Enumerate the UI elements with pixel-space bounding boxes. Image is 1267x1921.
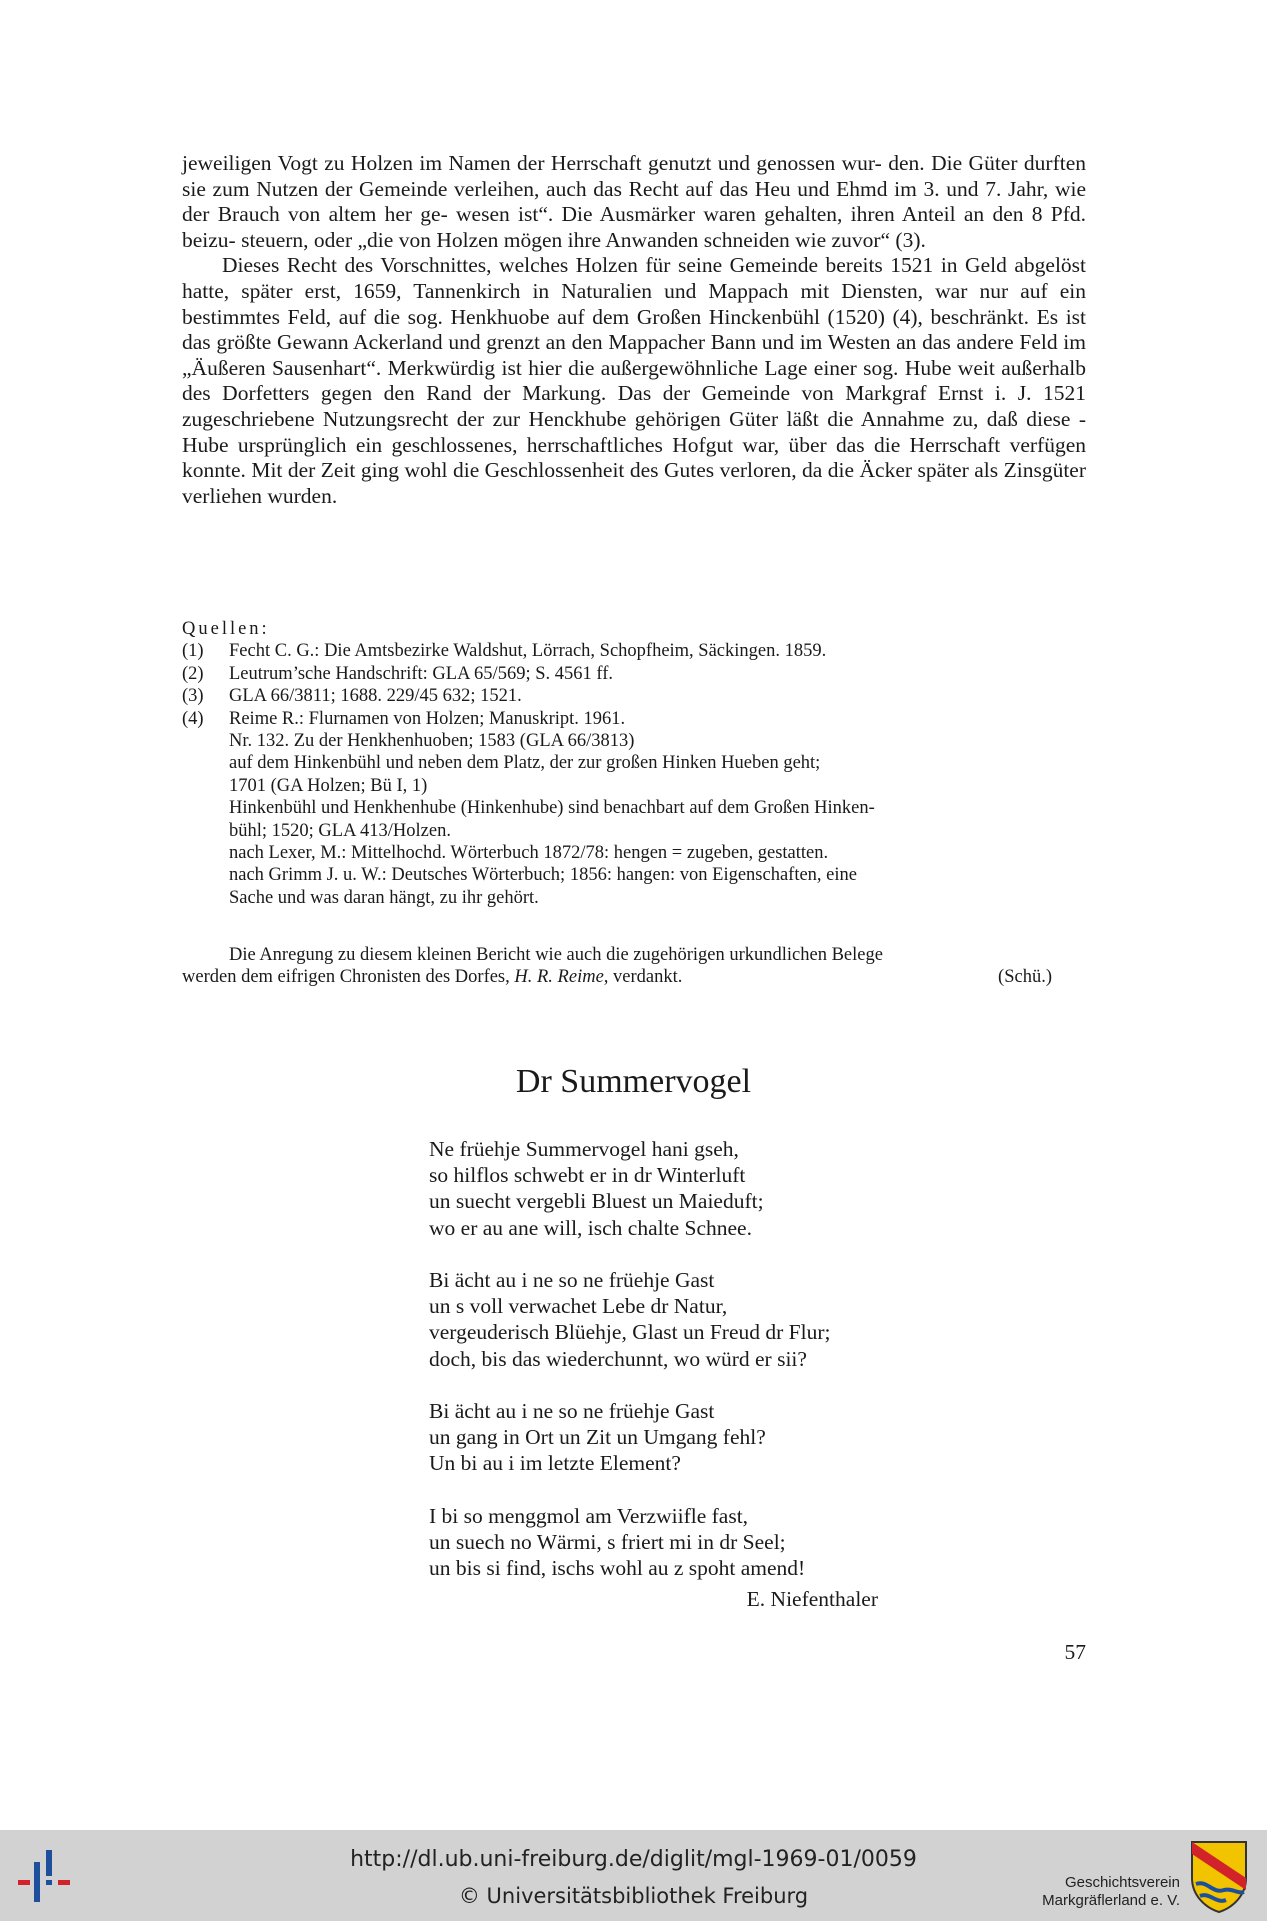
poem-verse: un gang in Ort un Zit un Umgang fehl?: [429, 1425, 766, 1450]
coat-of-arms-icon: [1188, 1838, 1250, 1914]
text-line: auf das Heu und Ehmd im 3. und 7. Jahr, wie der Brauch von altem her ge-: [182, 176, 1086, 227]
source-line: GLA 66/3811; 1688. 229/45 632; 1521.: [229, 686, 522, 707]
footer-organisation: [1010, 1874, 1180, 1910]
source-line: nach Grimm J. u. W.: Deutsches Wörterbuch; 1856: hangen: von Eigenschaften, eine: [229, 865, 857, 886]
poem-verse: Un bi au i im letzte Element?: [429, 1451, 681, 1476]
text-line: mit Diensten, war nur auf ein bestimmtes Feld, auf die sog. Henkhuobe auf dem: [182, 278, 1087, 329]
acknowledgement-text: [182, 966, 682, 988]
text-line: Dieses Recht des Vorschnittes, welches Holzen für seine Gemeinde bereits 1521: [222, 253, 934, 278]
text-line: Äcker später als Zinsgüter verliehen wurden.: [182, 458, 1086, 508]
poem-verse: doch, bis das wiederchunnt, wo würd er sii?: [429, 1346, 807, 1371]
poem-verse: Ne früehje Summervogel hani gseh,: [429, 1137, 739, 1161]
source-line: Fecht C. G.: Die Amtsbezirke Waldshut, Lörrach, Schopfheim, Säckingen. 1859.: [229, 641, 827, 662]
source-number: (1): [182, 641, 204, 662]
text-line: Gemeinde von Markgraf Ernst i. J. 1521 zugeschriebene Nutzungsrecht der zur: [182, 381, 1086, 431]
source-line: bühl; 1520; GLA 413/Holzen.: [229, 820, 451, 841]
paragraph-2: [182, 253, 1086, 509]
acknowledgement-line-2: [182, 966, 1086, 988]
poem-stanza: [429, 1267, 949, 1372]
source-text: [229, 708, 1086, 910]
poem-stanza: [429, 1503, 949, 1582]
signature: (Schü.): [998, 967, 1052, 988]
text-line: steuern, oder „die von Holzen mögen ihre Anwanden schneiden wie zuvor“ (3).: [241, 227, 926, 252]
sources-list: [182, 640, 1086, 909]
chronist-name: H. R. Reime,: [514, 967, 609, 988]
poem-verse: un suecht vergebli Bluest un Maieduft;: [429, 1189, 764, 1214]
poem-verse: I bi so menggmol am Verzwiifle fast,: [429, 1503, 749, 1528]
footer-copyright: © Universitätsbibliothek Freiburg: [458, 1884, 809, 1908]
source-line: Hinkenbühl und Henkhenhube (Hinkenhube) sind benachbart auf dem Großen Hinken-: [229, 798, 875, 819]
paragraph-1: [182, 151, 1086, 253]
source-number: (2): [182, 663, 204, 684]
acknowledgement: [182, 944, 1086, 989]
poem-verse: Bi ächt au i ne so ne früehje Gast: [429, 1399, 715, 1423]
acknowledgement-post: verdankt.: [613, 967, 683, 988]
source-line: nach Lexer, M.: Mittelhochd. Wörterbuch 1872/78: hengen = zugeben, gestatten.: [229, 843, 829, 864]
poem: [429, 1136, 949, 1608]
footer-url-link[interactable]: http://dl.ub.uni-freiburg.de/diglit/mgl-1969-01/0059: [350, 1847, 917, 1872]
sources-section: [182, 618, 1086, 909]
poem-author: E. Niefenthaler: [746, 1587, 878, 1611]
poem-stanza: [429, 1398, 949, 1477]
text-line: Großen Hinckenbühl (1520) (4), beschränkt. Es ist das größte Gewann Ackerland: [182, 304, 1087, 355]
source-text: [229, 685, 1086, 707]
page-number: 57: [1064, 1640, 1086, 1664]
source-item: [182, 685, 1086, 707]
source-line: 1701 (GA Holzen; Bü I, 1): [229, 775, 428, 796]
text-line: wesen ist“. Die Ausmärker waren gehalten, ihren Anteil an den 8 Pfd. beizu-: [182, 202, 1086, 252]
source-line: auf dem Hinkenbühl und neben dem Platz, der zur großen Hinken Hueben geht;: [229, 753, 821, 774]
poem-title: Dr Summervogel: [515, 1063, 752, 1100]
text-line: sog. Hube weit außerhalb des Dorfetters gegen den Rand der Markung. Das der: [182, 355, 1086, 406]
source-line: Leutrum’sche Handschrift: GLA 65/569; S. 4561 ff.: [229, 663, 613, 684]
poem-verse: so hilflos schwebt er in dr Winterluft: [429, 1163, 746, 1188]
text-line: jeweiligen Vogt zu Holzen im Namen der Herrschaft genutzt und genossen wur-: [182, 151, 882, 175]
source-item: [182, 663, 1086, 685]
source-text: [229, 663, 1086, 685]
poem-verse: Bi ächt au i ne so ne früehje Gast: [429, 1268, 715, 1292]
org-line-1: Geschichtsverein: [1064, 1874, 1180, 1891]
footer-bar: [0, 1830, 1267, 1921]
poem-verse: vergeuderisch Blüehje, Glast un Freud dr Flur;: [429, 1320, 831, 1345]
text-line: Henckhube gehörigen Güter läßt die Annahme zu, daß diese -Hube ursprünglich: [182, 406, 1086, 457]
source-item: [182, 708, 1086, 910]
source-line: Sache und was daran hängt, zu ihr gehört.: [229, 887, 539, 908]
poem-verse: un suech no Wärmi, s friert mi in dr Seel;: [429, 1530, 786, 1554]
body-text: [182, 151, 1086, 509]
text-line: „Äußeren Sausenhart“. Merkwürdig ist hier die außergewöhnliche Lage einer: [182, 355, 857, 380]
source-line: Reime R.: Flurnamen von Holzen; Manuskript. 1961.: [229, 708, 626, 729]
text-line: den. Die Güter durften sie zum Nutzen der Gemeinde verleihen, auch das Recht: [182, 151, 1086, 201]
source-number: (4): [182, 708, 204, 729]
org-line-2: Markgräflerland e. V.: [1042, 1892, 1180, 1909]
poem-verse: un s voll verwachet Lebe dr Natur,: [429, 1294, 728, 1319]
source-number: (3): [182, 686, 204, 707]
source-item: [182, 640, 1086, 662]
source-text: [229, 640, 1086, 662]
acknowledgement-line-1: Die Anregung zu diesem kleinen Bericht wie auch die zugehörigen urkundlichen Belege: [229, 945, 883, 965]
acknowledgement-pre: werden dem eifrigen Chronisten des Dorfes,: [182, 967, 510, 988]
poem-verse: un bis si find, ischs wohl au z spoht amend!: [429, 1556, 806, 1581]
text-line: und grenzt an den Mappacher Bann und im Westen an das andere Feld im: [448, 330, 1087, 355]
poem-verse: wo er au ane will, isch chalte Schnee.: [429, 1215, 752, 1240]
text-line: konnte. Mit der Zeit ging wohl die Geschlossenheit des Gutes verloren, da die: [182, 458, 855, 483]
sources-heading: Quellen:: [182, 619, 270, 639]
poem-stanza: [429, 1136, 949, 1241]
text-line: in Geld abgelöst hatte, später erst, 1659, Tannenkirch in Naturalien und Mappach: [182, 253, 1087, 303]
source-line: Nr. 132. Zu der Henkhenhuoben; 1583 (GLA 66/3813): [229, 731, 635, 752]
text-line: ein geschlossenes, herrschaftliches Hofgut war, über das die Herrschaft verfügen: [355, 432, 1087, 457]
